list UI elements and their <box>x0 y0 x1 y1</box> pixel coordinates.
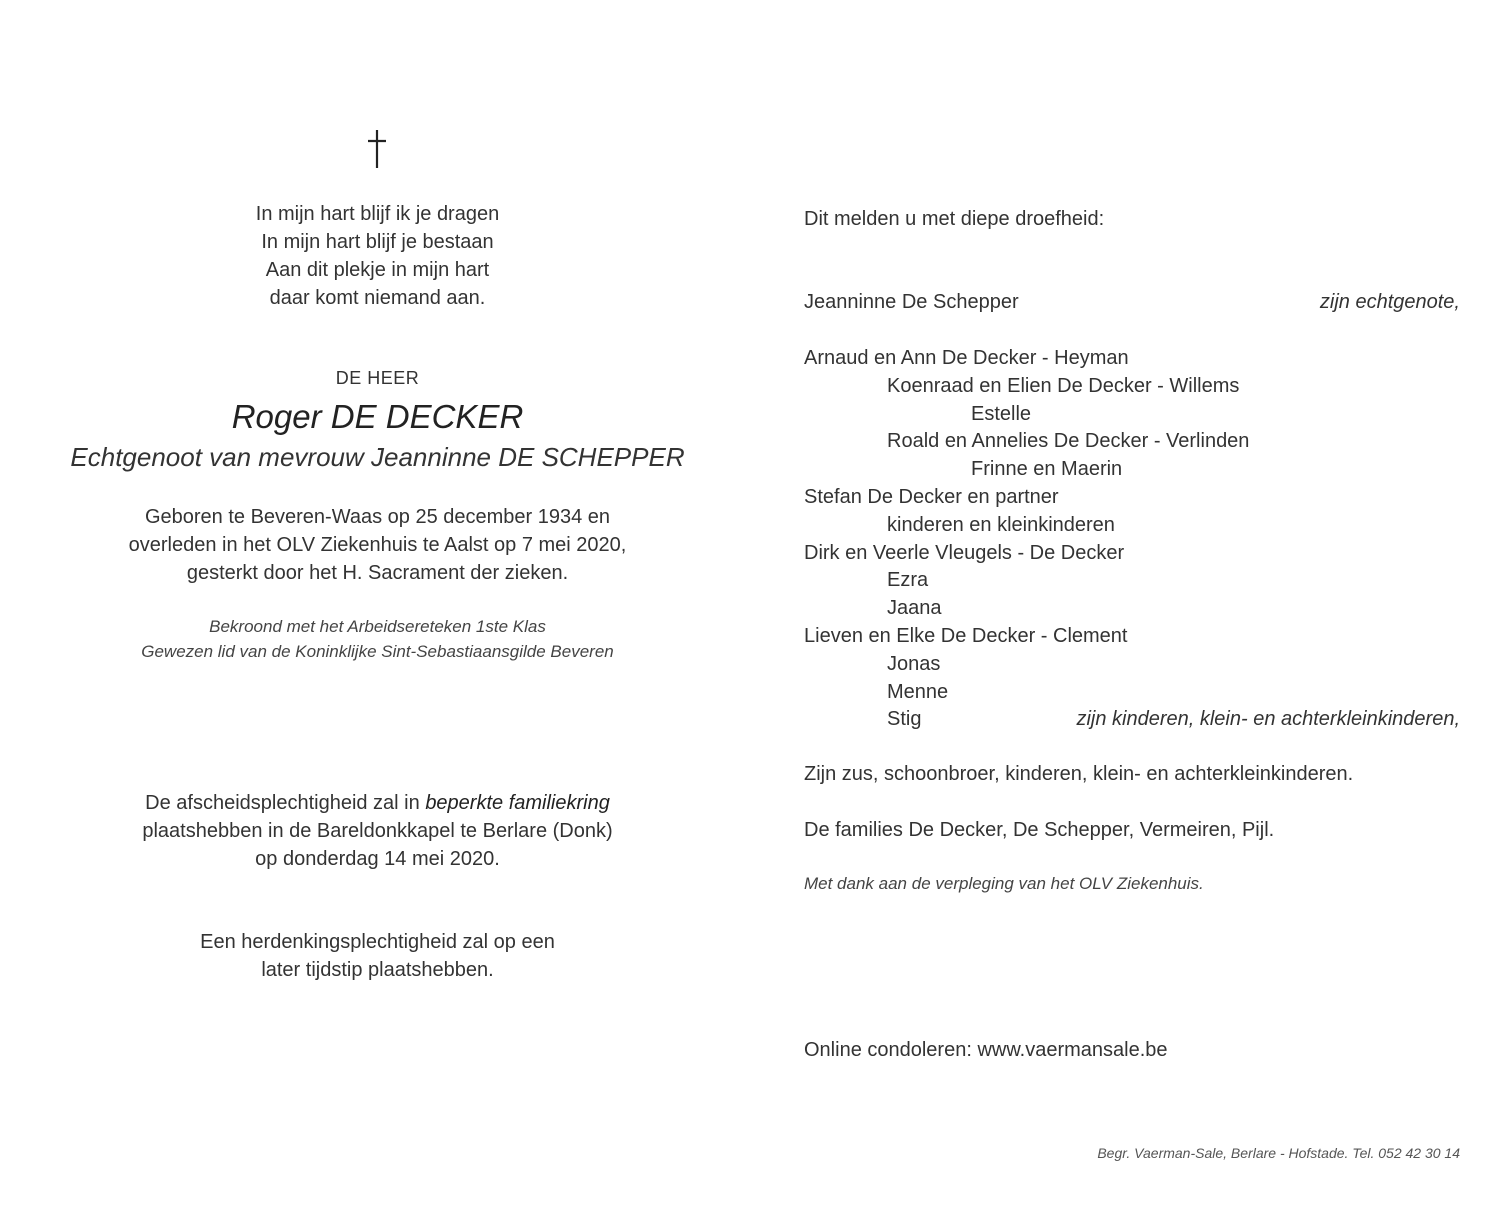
memorial-info <box>0 928 755 984</box>
family-member: Stefan De Decker en partner <box>804 486 1059 508</box>
spouse-role: zijn echtgenote, <box>1319 291 1460 313</box>
family-member: Arnaud en Ann De Decker - Heyman <box>804 347 1129 369</box>
ceremony-emphasis: beperkte familiekring <box>425 792 610 814</box>
ceremony-line-1 <box>0 789 755 817</box>
honor-line: Bekroond met het Arbeidsereteken 1ste Klas <box>209 617 546 636</box>
family-member: Lieven en Elke De Decker - Clement <box>804 625 1128 647</box>
ceremony-prefix: De afscheidsplechtigheid zal in <box>145 792 426 814</box>
death-line: overleden in het OLV Ziekenhuis te Aalst op 7 mei 2020, <box>128 534 627 556</box>
family-member: Jonas <box>887 652 941 675</box>
family-member: Ezra <box>887 569 929 592</box>
honors <box>0 614 755 664</box>
family-member: Roald en Annelies De Decker - Verlinden <box>887 430 1250 453</box>
online-condolence[interactable]: Online condoleren: www.vaermansale.be <box>804 1039 1168 1061</box>
intro-text: Dit melden u met diepe droefheid: <box>804 208 1105 230</box>
siblings-line: Zijn zus, schoonbroer, kinderen, klein- en achterkleinkinderen. <box>804 763 1354 785</box>
title-prefix: DE HEER <box>335 368 420 388</box>
birth-death-info <box>0 503 755 587</box>
poem-line: In mijn hart blijf ik je dragen <box>255 203 500 225</box>
sacrament-line: gesterkt door het H. Sacrament der zieken. <box>186 562 569 584</box>
thanks-line: Met dank aan de verpleging van het OLV Ziekenhuis. <box>804 874 1204 893</box>
ceremony-line-2: plaatshebben in de Bareldonkkapel te Berlare (Donk) <box>142 820 613 842</box>
right-page <box>804 0 1460 1214</box>
cross-icon <box>347 122 407 174</box>
birth-line: Geboren te Beveren-Waas op 25 december 1934 en <box>144 506 611 528</box>
family-member: Menne <box>887 680 949 703</box>
family-member: Estelle <box>971 402 1032 425</box>
family-member: kinderen en kleinkinderen <box>887 513 1115 536</box>
poem-line: Aan dit plekje in mijn hart <box>265 259 490 281</box>
memorial-line: later tijdstip plaatshebben. <box>261 959 494 981</box>
funeral-home-footer: Begr. Vaerman-Sale, Berlare - Hofstade. Tel. 052 42 30 14 <box>1097 1145 1460 1161</box>
family-member: Dirk en Veerle Vleugels - De Decker <box>804 541 1125 564</box>
deceased-name: Roger DE DECKER <box>231 398 524 435</box>
spouse-line: Echtgenoot van mevrouw Jeanninne DE SCHEPPER <box>70 442 685 472</box>
family-member: Frinne en Maerin <box>971 458 1123 481</box>
poem-line: daar komt niemand aan. <box>269 287 486 309</box>
memorial-line: Een herdenkingsplechtigheid zal op een <box>200 931 555 953</box>
ceremony-info <box>0 789 755 873</box>
children-role: zijn kinderen, klein- en achterkleinkinderen, <box>1076 708 1460 730</box>
family-member: Koenraad en Elien De Decker - Willems <box>887 374 1240 397</box>
poem-line: In mijn hart blijf je bestaan <box>261 231 494 253</box>
families-line: De families De Decker, De Schepper, Vermeiren, Pijl. <box>804 819 1275 841</box>
spouse-name: Jeanninne De Schepper <box>804 291 1019 313</box>
family-member: Jaana <box>887 597 942 620</box>
honor-line: Gewezen lid van de Koninklijke Sint-Sebastiaansgilde Beveren <box>141 642 614 661</box>
poem <box>0 200 755 312</box>
family-member: Stig <box>887 708 922 731</box>
ceremony-line-3: op donderdag 14 mei 2020. <box>255 848 500 870</box>
